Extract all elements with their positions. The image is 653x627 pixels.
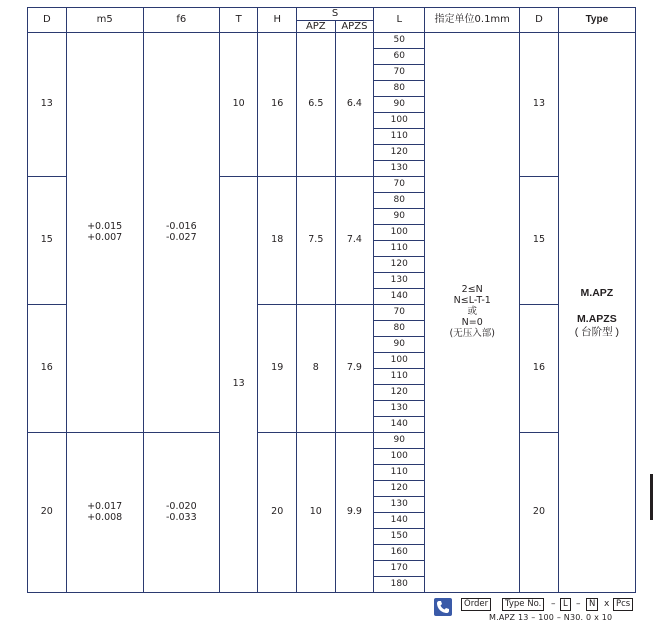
cell-l: 140 (374, 289, 425, 305)
order-dash-2: – (576, 599, 581, 609)
cell-l: 140 (374, 513, 425, 529)
cell-l: 100 (374, 449, 425, 465)
table-row (28, 433, 636, 449)
cell-l: 140 (374, 417, 425, 433)
cell-l: 150 (374, 529, 425, 545)
cell-l: 70 (374, 177, 425, 193)
cell-l: 130 (374, 497, 425, 513)
cell-apzs: 7.9 (335, 305, 374, 433)
order-type-no: Type No. (502, 598, 544, 611)
cell-l: 120 (374, 385, 425, 401)
cell-l: 100 (374, 353, 425, 369)
order-times: x (604, 599, 610, 609)
header-t: T (219, 8, 258, 33)
cell-apz: 8 (297, 305, 336, 433)
header-f6: f6 (143, 8, 219, 33)
cell-l: 90 (374, 209, 425, 225)
phone-icon (434, 598, 452, 616)
cell-t: 13 (219, 177, 258, 593)
order-label: Order (461, 598, 491, 611)
cell-l: 80 (374, 81, 425, 97)
order-l: L (560, 598, 571, 611)
cell-apz: 6.5 (297, 33, 336, 177)
cell-apz: 7.5 (297, 177, 336, 305)
cell-d: 16 (28, 305, 67, 433)
cell-l: 180 (374, 577, 425, 593)
cell-d: 15 (28, 177, 67, 305)
table-row (28, 33, 636, 49)
header-m5: m5 (66, 8, 143, 33)
header-type: Type (558, 8, 635, 33)
cell-l: 50 (374, 33, 425, 49)
cell-l: 60 (374, 49, 425, 65)
order-pcs: Pcs (613, 598, 633, 611)
cell-h: 19 (258, 305, 297, 433)
cell-l: 90 (374, 433, 425, 449)
cell-l: 70 (374, 305, 425, 321)
cell-l: 120 (374, 145, 425, 161)
cell-d-right: 20 (520, 433, 559, 593)
cell-l: 80 (374, 321, 425, 337)
header-h: H (258, 8, 297, 33)
table-body (28, 8, 636, 593)
cell-d: 13 (28, 33, 67, 177)
cell-l: 70 (374, 65, 425, 81)
cell-f6: -0.020 -0.033 (143, 433, 219, 593)
header-d: D (28, 8, 67, 33)
cell-t: 10 (219, 33, 258, 177)
cell-l: 120 (374, 481, 425, 497)
cell-f6: -0.016 -0.027 (143, 33, 219, 433)
header-apzs: APZS (335, 20, 374, 33)
cell-l: 170 (374, 561, 425, 577)
cell-l: 130 (374, 273, 425, 289)
cell-type (558, 33, 635, 593)
cell-h: 20 (258, 433, 297, 593)
cell-l: 90 (374, 337, 425, 353)
cell-l: 110 (374, 465, 425, 481)
spec-table (27, 7, 636, 593)
cell-d: 20 (28, 433, 67, 593)
cell-l: 120 (374, 257, 425, 273)
note-line-1: 2≤N (461, 284, 483, 296)
cell-apzs: 9.9 (335, 433, 374, 593)
type-apzs: M.APZS (577, 313, 617, 326)
cell-apzs: 6.4 (335, 33, 374, 177)
cell-apz: 10 (297, 433, 336, 593)
type-step: ( 台阶型 ) (574, 325, 620, 338)
cell-l: 130 (374, 401, 425, 417)
order-example: M.APZ 13 – 100 – N30. 0 x 10 (489, 613, 613, 622)
cell-l: 110 (374, 369, 425, 385)
cell-l: 100 (374, 225, 425, 241)
cell-d-right: 15 (520, 177, 559, 305)
cell-h: 16 (258, 33, 297, 177)
cell-note (425, 33, 520, 593)
order-n: N (586, 598, 598, 611)
type-apz: M.APZ (580, 287, 614, 300)
cell-l: 160 (374, 545, 425, 561)
cell-l: 100 (374, 113, 425, 129)
cell-m5: +0.015 +0.007 (66, 33, 143, 433)
cell-d-right: 16 (520, 305, 559, 433)
cell-m5: +0.017 +0.008 (66, 433, 143, 593)
header-l: L (374, 8, 425, 33)
cell-l: 130 (374, 161, 425, 177)
order-dash-1: – (551, 599, 556, 609)
header-note: 指定单位0.1mm (425, 8, 520, 33)
note-line-2: N≤L-T-1 (453, 295, 491, 307)
cell-l: 110 (374, 129, 425, 145)
note-line-4: N=0 (461, 316, 483, 328)
note-line-3: 或 (467, 306, 477, 318)
header-s: S (297, 8, 374, 21)
cell-l: 110 (374, 241, 425, 257)
cell-l: 80 (374, 193, 425, 209)
cell-h: 18 (258, 177, 297, 305)
cell-l: 90 (374, 97, 425, 113)
note-line-5: (无压入部) (449, 327, 495, 339)
header-d-right: D (520, 8, 559, 33)
header-apz: APZ (297, 20, 336, 33)
cell-d-right: 13 (520, 33, 559, 177)
cell-apzs: 7.4 (335, 177, 374, 305)
order-bar (434, 596, 639, 626)
